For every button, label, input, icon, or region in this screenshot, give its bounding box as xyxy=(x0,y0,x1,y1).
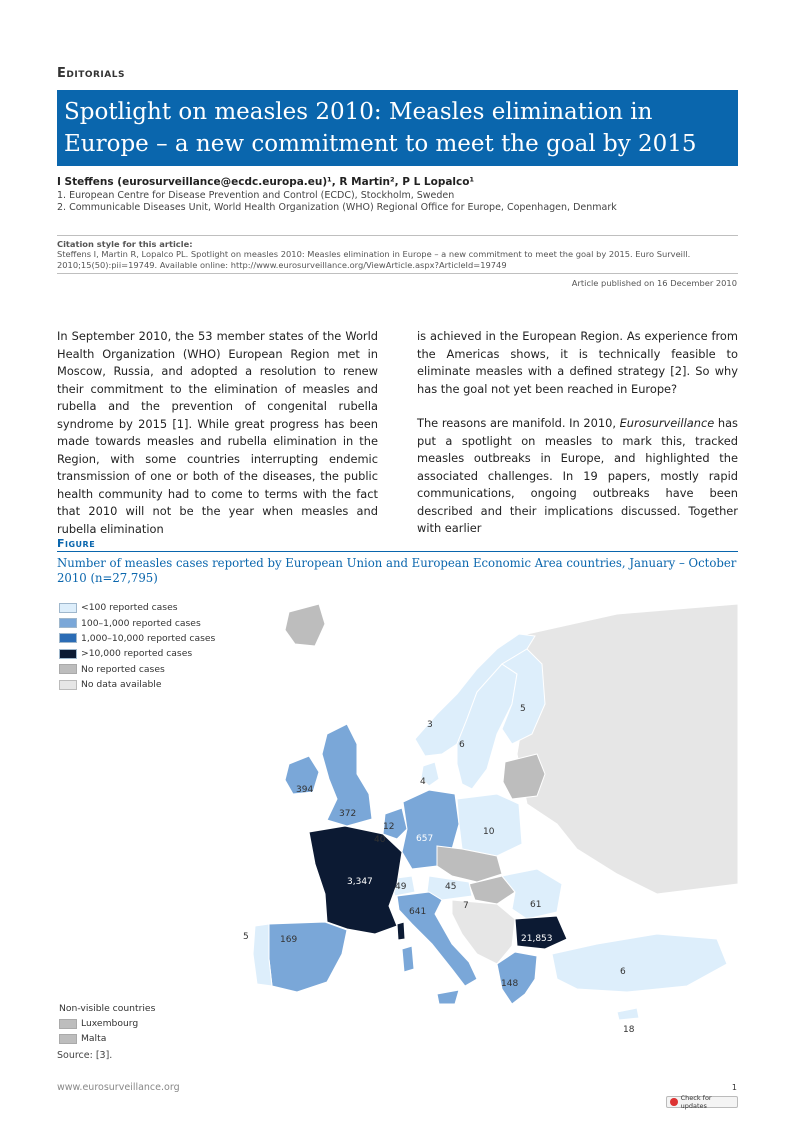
label-ireland: 394 xyxy=(296,785,314,795)
journal-name: Eurosurveillance xyxy=(619,416,715,430)
badge-label: Check for updates xyxy=(680,1094,712,1110)
legend-item: >10,000 reported cases xyxy=(59,646,215,661)
legend-swatch xyxy=(59,603,77,613)
affiliation-2: 2. Communicable Diseases Unit, World Health Organization (WHO) Regional Office for Europe, Copenhagen, Denmark xyxy=(57,202,617,213)
legend-item: 100–1,000 reported cases xyxy=(59,615,215,630)
label-uk: 372 xyxy=(339,809,357,819)
baltics xyxy=(503,754,545,799)
divider xyxy=(57,273,738,274)
authors: I Steffens (eurosurveillance@ecdc.europa.eu)¹, R Martin², P L Lopalco¹ xyxy=(57,176,475,188)
label-austria: 45 xyxy=(445,882,457,892)
legend-item: No data available xyxy=(59,677,215,692)
legend-swatch xyxy=(59,664,77,674)
legend-item: Malta xyxy=(59,1031,155,1046)
label-netherlands: 12 xyxy=(383,822,395,832)
label-belgium: 40 xyxy=(374,835,386,845)
map-legend xyxy=(59,600,215,692)
label-spain: 169 xyxy=(280,935,298,945)
legend-swatch xyxy=(59,1019,77,1029)
legend-item: No reported cases xyxy=(59,662,215,677)
label-greece: 148 xyxy=(501,979,519,989)
corsica xyxy=(397,922,405,940)
paragraph: In September 2010, the 53 member states of the World Health Organization (WHO) European Region met in Moscow, Russia, and adopted a resolution to renew their commitment to the elimination of measles and rubella and the prevention of congenital rubella syndrome by 2015 [1]. While great progress has been made towards measles and rubella elimination in the Region, with some countries interrupting endemic transmission of one or both of the diseases, the public health community had to come to terms with the fact that 2010 will not be the year when measles and rubella elimination xyxy=(57,329,378,536)
paragraph: is achieved in the European Region. As experience from the Americas shows, it is technically feasible to eliminate measles with a defined strategy [2]. So why has the goal not yet been reached in Europe? xyxy=(417,329,738,396)
sardinia xyxy=(402,946,414,972)
figure-label: Figure xyxy=(57,537,96,550)
citation-label: Citation style for this article: xyxy=(57,239,193,249)
footer-url[interactable]: www.eurosurveillance.org xyxy=(57,1082,180,1093)
label-cyprus: 18 xyxy=(623,1025,635,1035)
section-label: Editorials xyxy=(57,66,125,81)
label-sweden: 6 xyxy=(459,740,465,750)
legend-swatch xyxy=(59,649,77,659)
legend-swatch xyxy=(59,680,77,690)
poland xyxy=(457,794,522,856)
label-finland: 5 xyxy=(520,704,526,714)
label-italy: 641 xyxy=(409,907,427,917)
nonvisible-title: Non-visible countries xyxy=(59,1003,156,1014)
citation-text: Steffens I, Martin R, Lopalco PL. Spotlight on measles 2010: Measles elimination in Europe – a new commitment to meet the goal by 2015. Euro Surveill. 2010;15(50):pii=19749. Available online: http://www.eurosurveillance.org/ViewArticle.aspx?ArticleId=19749 xyxy=(57,249,691,270)
legend-item: Luxembourg xyxy=(59,1016,155,1031)
label-switzerland: 49 xyxy=(395,882,407,892)
update-icon xyxy=(670,1098,678,1106)
legend-item: 1,000–10,000 reported cases xyxy=(59,631,215,646)
divider xyxy=(57,235,738,236)
legend-item: <100 reported cases xyxy=(59,600,215,615)
label-romania: 61 xyxy=(530,900,542,910)
body-column-right xyxy=(417,328,738,555)
figure-source: Source: [3]. xyxy=(57,1050,113,1061)
article-title xyxy=(64,96,734,160)
label-denmark: 4 xyxy=(420,777,426,787)
legend-swatch xyxy=(59,633,77,643)
figure-caption: Number of measles cases reported by European Union and European Economic Area countries, January – October 2010 (n=27,795) xyxy=(57,556,737,585)
legend-swatch xyxy=(59,1034,77,1044)
label-germany: 657 xyxy=(416,834,434,844)
legend-swatch xyxy=(59,618,77,628)
nonvisible-legend xyxy=(59,1001,155,1046)
page-number: 1 xyxy=(731,1083,737,1092)
label-slovenia: 7 xyxy=(463,901,469,911)
check-updates-badge[interactable] xyxy=(666,1096,738,1108)
label-norway: 3 xyxy=(427,720,433,730)
portugal xyxy=(253,924,272,986)
label-bulgaria: 21,853 xyxy=(521,934,553,944)
published-date: Article published on 16 December 2010 xyxy=(571,278,737,288)
title-line-2: Europe – a new commitment to meet the goal by 2015 xyxy=(64,131,697,157)
title-line-1: Spotlight on measles 2010: Measles elimination in xyxy=(64,99,653,125)
label-turkey: 6 xyxy=(620,967,626,977)
label-france: 3,347 xyxy=(347,877,373,887)
label-portugal: 5 xyxy=(243,932,249,942)
figure-rule xyxy=(57,551,738,552)
label-poland: 10 xyxy=(483,827,495,837)
body-column-left xyxy=(57,328,378,555)
affiliation-1: 1. European Centre for Disease Prevention and Control (ECDC), Stockholm, Sweden xyxy=(57,190,455,201)
paragraph: The reasons are manifold. In 2010, Eurosurveillance has put a spotlight on measles to mark this, tracked measles outbreaks in Europe, and highlighted the associated challenges. In 19 papers, mostly rapid communications, ongoing outbreaks have been described and their implications discussed. Together with earlier xyxy=(417,416,738,535)
